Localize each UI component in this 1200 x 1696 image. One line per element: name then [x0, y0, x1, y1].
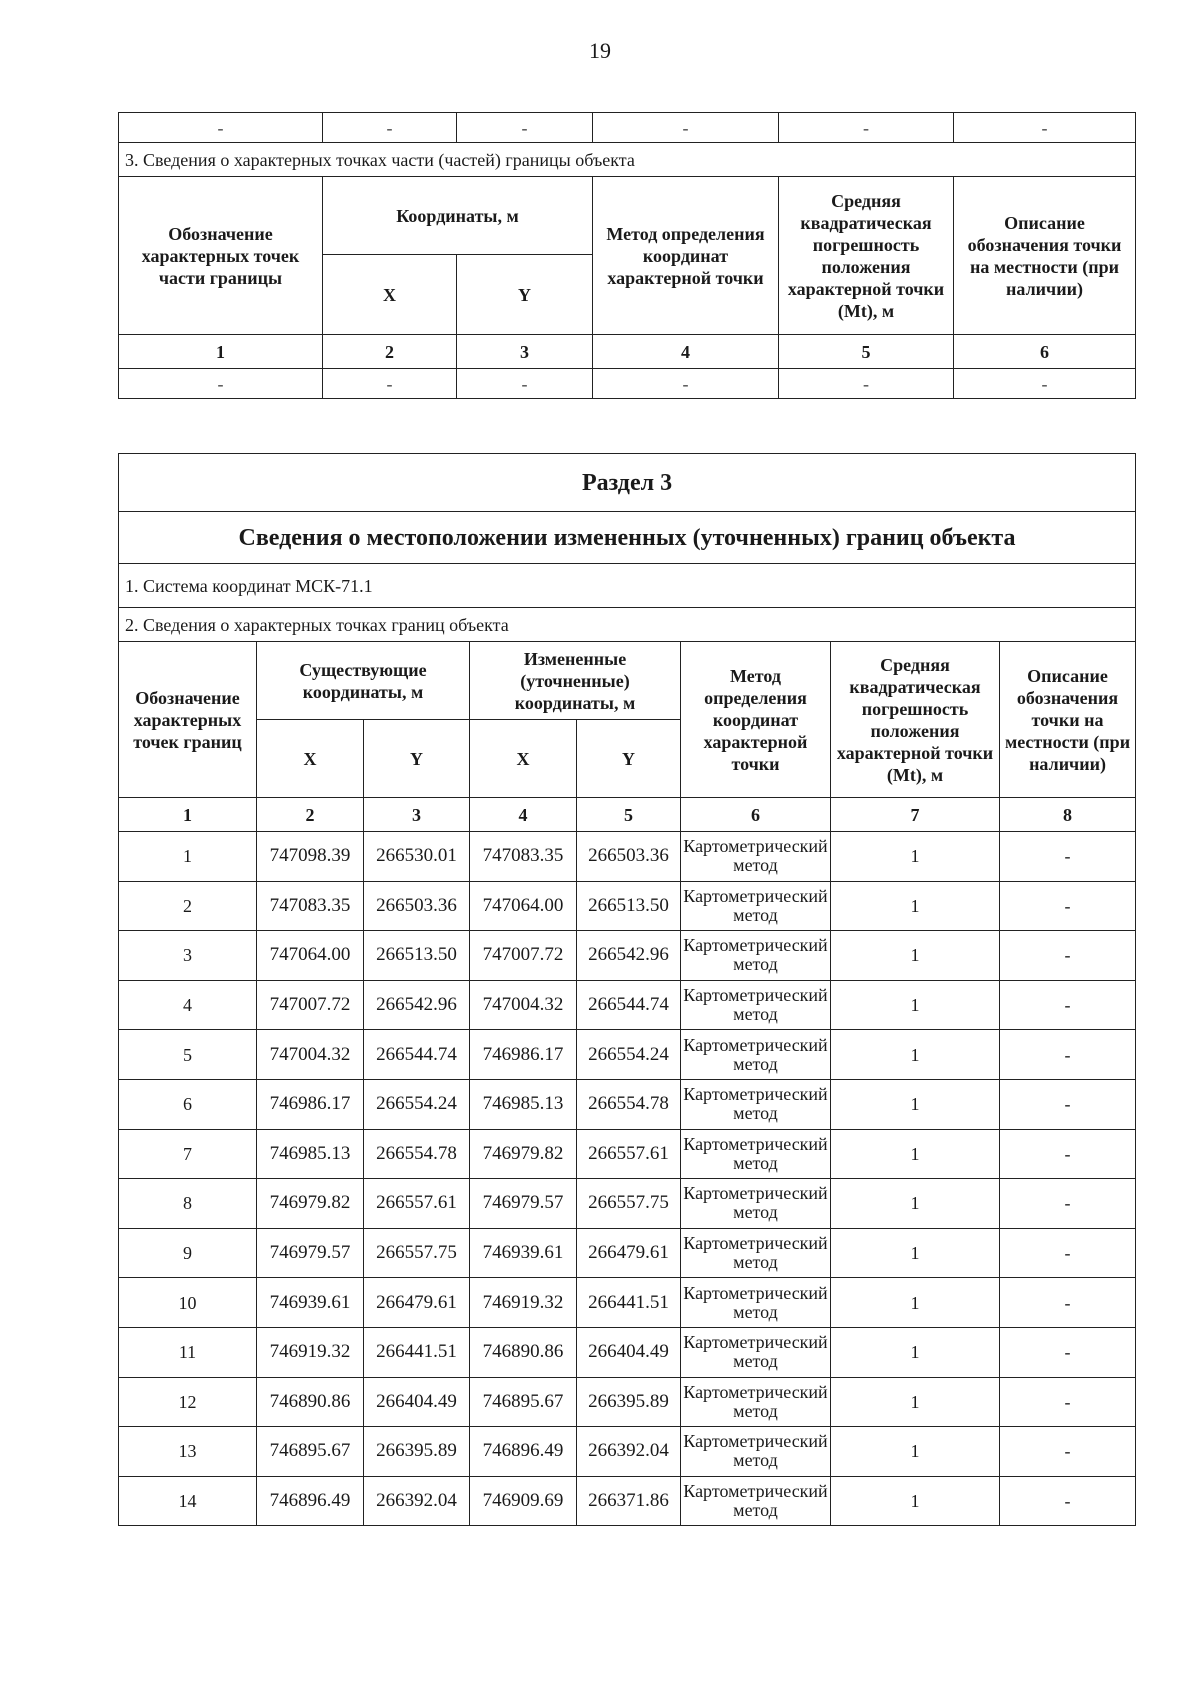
cell-n: 14 — [119, 1476, 257, 1526]
cell-desc: - — [1000, 1278, 1136, 1328]
cell-method: Картометрический метод — [681, 1030, 831, 1080]
cell-method: Картометрический метод — [681, 1476, 831, 1526]
table-row — [119, 1030, 1136, 1080]
points-title: 2. Сведения о характерных точках границ объекта — [119, 608, 1136, 642]
cell-mt: 1 — [831, 980, 1000, 1030]
cell-desc: - — [1000, 1129, 1136, 1179]
table-row: - - - - - - — [119, 113, 1136, 143]
cell-method: Картометрический метод — [681, 1278, 831, 1328]
cell-x1: 747083.35 — [257, 881, 364, 931]
table-row — [119, 1327, 1136, 1377]
header-designation: Обозначение характерных точек границ — [119, 642, 257, 798]
cell-desc: - — [1000, 931, 1136, 981]
cell-y2: 266404.49 — [577, 1327, 681, 1377]
cell-method: Картометрический метод — [681, 1377, 831, 1427]
cell-mt: 1 — [831, 1427, 1000, 1477]
header-y-existing: Y — [364, 720, 470, 798]
header-description: Описание обозначения точки на местности (при наличии) — [1000, 642, 1136, 798]
cell-desc: - — [1000, 1327, 1136, 1377]
cell-y1: 266441.51 — [364, 1327, 470, 1377]
cell-y1: 266392.04 — [364, 1476, 470, 1526]
cell-x2: 746979.82 — [470, 1129, 577, 1179]
cell-y1: 266557.75 — [364, 1228, 470, 1278]
cell-method: Картометрический метод — [681, 1079, 831, 1129]
coord-system: 1. Система координат МСК-71.1 — [119, 564, 1136, 608]
cell-mt: 1 — [831, 1129, 1000, 1179]
cell-n: 10 — [119, 1278, 257, 1328]
cell-y1: 266479.61 — [364, 1278, 470, 1328]
cell-desc: - — [1000, 1079, 1136, 1129]
cell-method: Картометрический метод — [681, 1228, 831, 1278]
page-number: 19 — [589, 38, 611, 63]
cell-x2: 746896.49 — [470, 1427, 577, 1477]
cell-x1: 746895.67 — [257, 1427, 364, 1477]
cell-y2: 266392.04 — [577, 1427, 681, 1477]
cell-n: 2 — [119, 881, 257, 931]
cell-n: 1 — [119, 832, 257, 882]
cell-y2: 266554.24 — [577, 1030, 681, 1080]
cell-x2: 746919.32 — [470, 1278, 577, 1328]
cell-y1: 266530.01 — [364, 832, 470, 882]
header-x-changed: X — [470, 720, 577, 798]
cell-x2: 747083.35 — [470, 832, 577, 882]
cell-x1: 747007.72 — [257, 980, 364, 1030]
cell-method: Картометрический метод — [681, 1327, 831, 1377]
cell-y1: 266544.74 — [364, 1030, 470, 1080]
cell-x1: 747004.32 — [257, 1030, 364, 1080]
header-method: Метод определения координат характерной точки — [681, 642, 831, 798]
cell-n: 8 — [119, 1179, 257, 1229]
cell-x2: 746986.17 — [470, 1030, 577, 1080]
cell-mt: 1 — [831, 881, 1000, 931]
cell-mt: 1 — [831, 1278, 1000, 1328]
header-y-changed: Y — [577, 720, 681, 798]
cell-x1: 746939.61 — [257, 1278, 364, 1328]
cell-n: 4 — [119, 980, 257, 1030]
cell-x2: 747004.32 — [470, 980, 577, 1030]
cell-x1: 746919.32 — [257, 1327, 364, 1377]
cell-x1: 746979.82 — [257, 1179, 364, 1229]
cell-y1: 266404.49 — [364, 1377, 470, 1427]
cell-y2: 266557.61 — [577, 1129, 681, 1179]
cell-desc: - — [1000, 1228, 1136, 1278]
cell-mt: 1 — [831, 1179, 1000, 1229]
header-y: Y — [457, 255, 593, 335]
cell-method: Картометрический метод — [681, 1179, 831, 1229]
header-coords: Координаты, м — [323, 177, 593, 255]
cell-y2: 266557.75 — [577, 1179, 681, 1229]
cell-y1: 266554.78 — [364, 1129, 470, 1179]
cell-desc: - — [1000, 1179, 1136, 1229]
header-error: Средняя квадратическая погрешность положения характерной точки (Mt), м — [779, 177, 954, 335]
cell-y2: 266395.89 — [577, 1377, 681, 1427]
cell-desc: - — [1000, 1377, 1136, 1427]
table-row — [119, 1129, 1136, 1179]
cell-y2: 266544.74 — [577, 980, 681, 1030]
table-row — [119, 931, 1136, 981]
cell-y2: 266479.61 — [577, 1228, 681, 1278]
cell-n: 12 — [119, 1377, 257, 1427]
cell-y1: 266542.96 — [364, 980, 470, 1030]
cell-desc: - — [1000, 1427, 1136, 1477]
cell-n: 3 — [119, 931, 257, 981]
cell-n: 6 — [119, 1079, 257, 1129]
cell-x1: 747064.00 — [257, 931, 364, 981]
cell-x2: 746939.61 — [470, 1228, 577, 1278]
cell-x2: 746979.57 — [470, 1179, 577, 1229]
header-existing-coords: Существующие координаты, м — [257, 642, 470, 720]
cell-mt: 1 — [831, 1228, 1000, 1278]
cell-x1: 746896.49 — [257, 1476, 364, 1526]
cell-method: Картометрический метод — [681, 931, 831, 981]
cell-method: Картометрический метод — [681, 832, 831, 882]
cell-y1: 266554.24 — [364, 1079, 470, 1129]
table-row — [119, 980, 1136, 1030]
table-row — [119, 1377, 1136, 1427]
header-x: X — [323, 255, 457, 335]
header-changed-coords: Измененные (уточненные) координаты, м — [470, 642, 681, 720]
cell-desc: - — [1000, 832, 1136, 882]
table-row — [119, 1476, 1136, 1526]
cell-n: 13 — [119, 1427, 257, 1477]
cell-mt: 1 — [831, 1476, 1000, 1526]
table-row: - - - - - - — [119, 369, 1136, 399]
header-description: Описание обозначения точки на местности (при наличии) — [954, 177, 1136, 335]
table-row — [119, 881, 1136, 931]
cell-y2: 266542.96 — [577, 931, 681, 981]
cell-x1: 746890.86 — [257, 1377, 364, 1427]
cell-y2: 266371.86 — [577, 1476, 681, 1526]
section-subtitle: Сведения о местоположении измененных (уточненных) границ объекта — [119, 512, 1136, 564]
column-numbers-row: 1 2 3 4 5 6 7 8 — [119, 798, 1136, 832]
section-title: Раздел 3 — [119, 454, 1136, 512]
cell-desc: - — [1000, 1030, 1136, 1080]
cell-n: 5 — [119, 1030, 257, 1080]
header-method: Метод определения координат характерной точки — [593, 177, 779, 335]
part-boundary-points-table — [118, 112, 1136, 399]
cell-n: 9 — [119, 1228, 257, 1278]
subsection-title: 3. Сведения о характерных точках части (частей) границы объекта — [119, 143, 1136, 177]
cell-x2: 746909.69 — [470, 1476, 577, 1526]
header-designation: Обозначение характерных точек части границы — [119, 177, 323, 335]
cell-mt: 1 — [831, 832, 1000, 882]
cell-y1: 266513.50 — [364, 931, 470, 981]
cell-x1: 746985.13 — [257, 1129, 364, 1179]
cell-desc: - — [1000, 980, 1136, 1030]
cell-y2: 266441.51 — [577, 1278, 681, 1328]
cell-x2: 747007.72 — [470, 931, 577, 981]
section3-table — [118, 453, 1136, 1526]
cell-method: Картометрический метод — [681, 1427, 831, 1477]
cell-y2: 266554.78 — [577, 1079, 681, 1129]
cell-y1: 266395.89 — [364, 1427, 470, 1477]
table-row — [119, 832, 1136, 882]
cell-n: 7 — [119, 1129, 257, 1179]
header-x-existing: X — [257, 720, 364, 798]
cell-n: 11 — [119, 1327, 257, 1377]
cell-x1: 746986.17 — [257, 1079, 364, 1129]
cell-y2: 266513.50 — [577, 881, 681, 931]
column-numbers-row: 1 2 3 4 5 6 — [119, 335, 1136, 369]
table-row — [119, 1278, 1136, 1328]
cell-x1: 747098.39 — [257, 832, 364, 882]
cell-x2: 746895.67 — [470, 1377, 577, 1427]
cell-mt: 1 — [831, 931, 1000, 981]
cell-x2: 746890.86 — [470, 1327, 577, 1377]
cell-x2: 747064.00 — [470, 881, 577, 931]
header-error: Средняя квадратическая погрешность положения характерной точки (Mt), м — [831, 642, 1000, 798]
cell-y1: 266557.61 — [364, 1179, 470, 1229]
cell-y2: 266503.36 — [577, 832, 681, 882]
cell-mt: 1 — [831, 1327, 1000, 1377]
cell-x2: 746985.13 — [470, 1079, 577, 1129]
cell-desc: - — [1000, 881, 1136, 931]
cell-mt: 1 — [831, 1030, 1000, 1080]
cell-x1: 746979.57 — [257, 1228, 364, 1278]
cell-mt: 1 — [831, 1377, 1000, 1427]
cell-method: Картометрический метод — [681, 881, 831, 931]
cell-desc: - — [1000, 1476, 1136, 1526]
table-row — [119, 1228, 1136, 1278]
cell-method: Картометрический метод — [681, 980, 831, 1030]
table-row — [119, 1427, 1136, 1477]
cell-mt: 1 — [831, 1079, 1000, 1129]
cell-method: Картометрический метод — [681, 1129, 831, 1179]
table-row — [119, 1179, 1136, 1229]
cell-y1: 266503.36 — [364, 881, 470, 931]
table-row — [119, 1079, 1136, 1129]
